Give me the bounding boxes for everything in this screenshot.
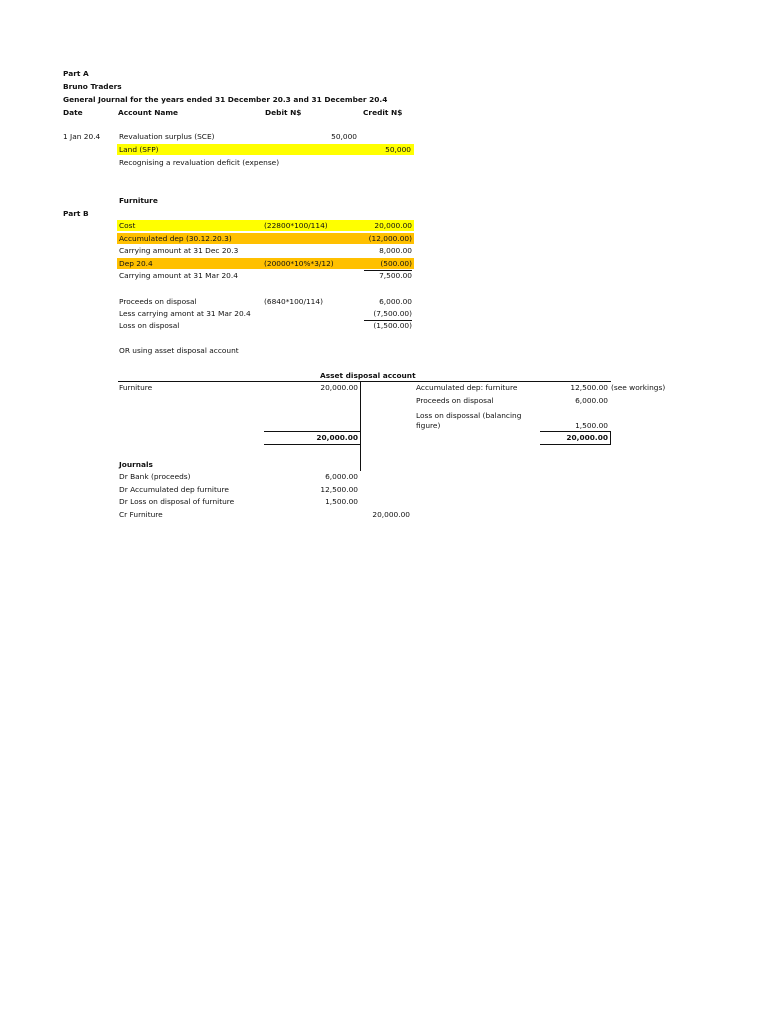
alt-method-note: OR using asset disposal account [119, 346, 239, 355]
credit-total-rule-top [540, 431, 611, 432]
t-account-credit-label-cont: figure) [416, 421, 441, 430]
part-a-heading: Part A [63, 69, 89, 78]
t-account-center-rule [360, 381, 361, 471]
journal-title: General Journal for the years ended 31 December 20.3 and 31 December 20.4 [63, 95, 388, 104]
furniture-row-amount: 20,000.00 [374, 221, 412, 230]
debit-total-rule-bottom [264, 444, 360, 445]
journal-line-account: Dr Bank (proceeds) [119, 472, 191, 481]
column-credit: Credit N$ [363, 108, 403, 117]
journal-line-account: Dr Accumulated dep furniture [119, 485, 229, 494]
journal-line-account: Dr Loss on disposal of furniture [119, 497, 235, 506]
furniture-row-label: Dep 20.4 [119, 259, 153, 268]
column-date: Date [63, 108, 83, 117]
disposal-row-label: Loss on disposal [119, 321, 180, 330]
credit-total-rule-bottom [540, 444, 611, 445]
t-account-credit-amount: 12,500.00 [570, 383, 608, 392]
t-account-credit-label: Loss on dispossal (balancing [416, 411, 522, 420]
company-name: Bruno Traders [63, 82, 122, 91]
t-account-credit-label: Accumulated dep: furniture [416, 383, 518, 392]
t-account-debit-total: 20,000.00 [316, 433, 358, 442]
entry-narration: Recognising a revaluation deficit (expense) [119, 158, 280, 167]
t-account-debit-label: Furniture [119, 383, 153, 392]
column-debit: Debit N$ [265, 108, 302, 117]
part-b-heading: Part B [63, 209, 89, 218]
furniture-row-amount: (12,000.00) [368, 234, 412, 243]
debit-total-rule-top [264, 431, 360, 432]
journal-line-debit: 6,000.00 [325, 472, 358, 481]
t-account-credit-label: Proceeds on disposal [416, 396, 494, 405]
t-account-title: Asset disposal account [320, 371, 416, 380]
t-account-debit-amount: 20,000.00 [320, 383, 358, 392]
journals-title: Journals [119, 460, 153, 469]
disposal-row-amount: (1,500.00) [373, 321, 412, 330]
entry-line2-account: Land (SFP) [119, 145, 159, 154]
disposal-row-calc: (6840*100/114) [264, 297, 323, 306]
journal-line-credit: 20,000.00 [372, 510, 410, 519]
t-account-top-rule [118, 381, 611, 382]
furniture-row-amount: 7,500.00 [379, 271, 412, 280]
furniture-row-label: Cost [119, 221, 136, 230]
t-account-credit-amount: 1,500.00 [575, 421, 608, 430]
disposal-row-label: Proceeds on disposal [119, 297, 197, 306]
journal-line-account: Cr Furniture [119, 510, 163, 519]
journal-line-debit: 1,500.00 [325, 497, 358, 506]
journal-line-debit: 12,500.00 [320, 485, 358, 494]
entry-line2-credit: 50,000 [385, 145, 411, 154]
furniture-row-label: Carrying amount at 31 Mar 20.4 [119, 271, 238, 280]
column-account: Account Name [118, 108, 179, 117]
furniture-title: Furniture [119, 196, 158, 205]
furniture-row-amount: 8,000.00 [379, 246, 412, 255]
furniture-row-calc: (20000*10%*3/12) [264, 259, 334, 268]
entry-line1-debit: 50,000 [331, 132, 357, 141]
t-account-credit-amount: 6,000.00 [575, 396, 608, 405]
furniture-row-calc: (22800*100/114) [264, 221, 328, 230]
disposal-row-amount: (7,500.00) [373, 309, 412, 318]
t-account-credit-total: 20,000.00 [566, 433, 608, 442]
credit-total-rule-right [610, 431, 611, 444]
furniture-row-label: Accumulated dep (30.12.20.3) [119, 234, 232, 243]
furniture-row-label: Carrying amount at 31 Dec 20.3 [119, 246, 239, 255]
entry-date: 1 Jan 20.4 [63, 132, 101, 141]
disposal-row-label: Less carrying amont at 31 Mar 20.4 [119, 309, 251, 318]
furniture-row-amount: (500.00) [380, 259, 412, 268]
disposal-row-amount: 6,000.00 [379, 297, 412, 306]
entry-line1-account: Revaluation surplus (SCE) [119, 132, 215, 141]
t-account-credit-note: (see workings) [611, 383, 666, 392]
